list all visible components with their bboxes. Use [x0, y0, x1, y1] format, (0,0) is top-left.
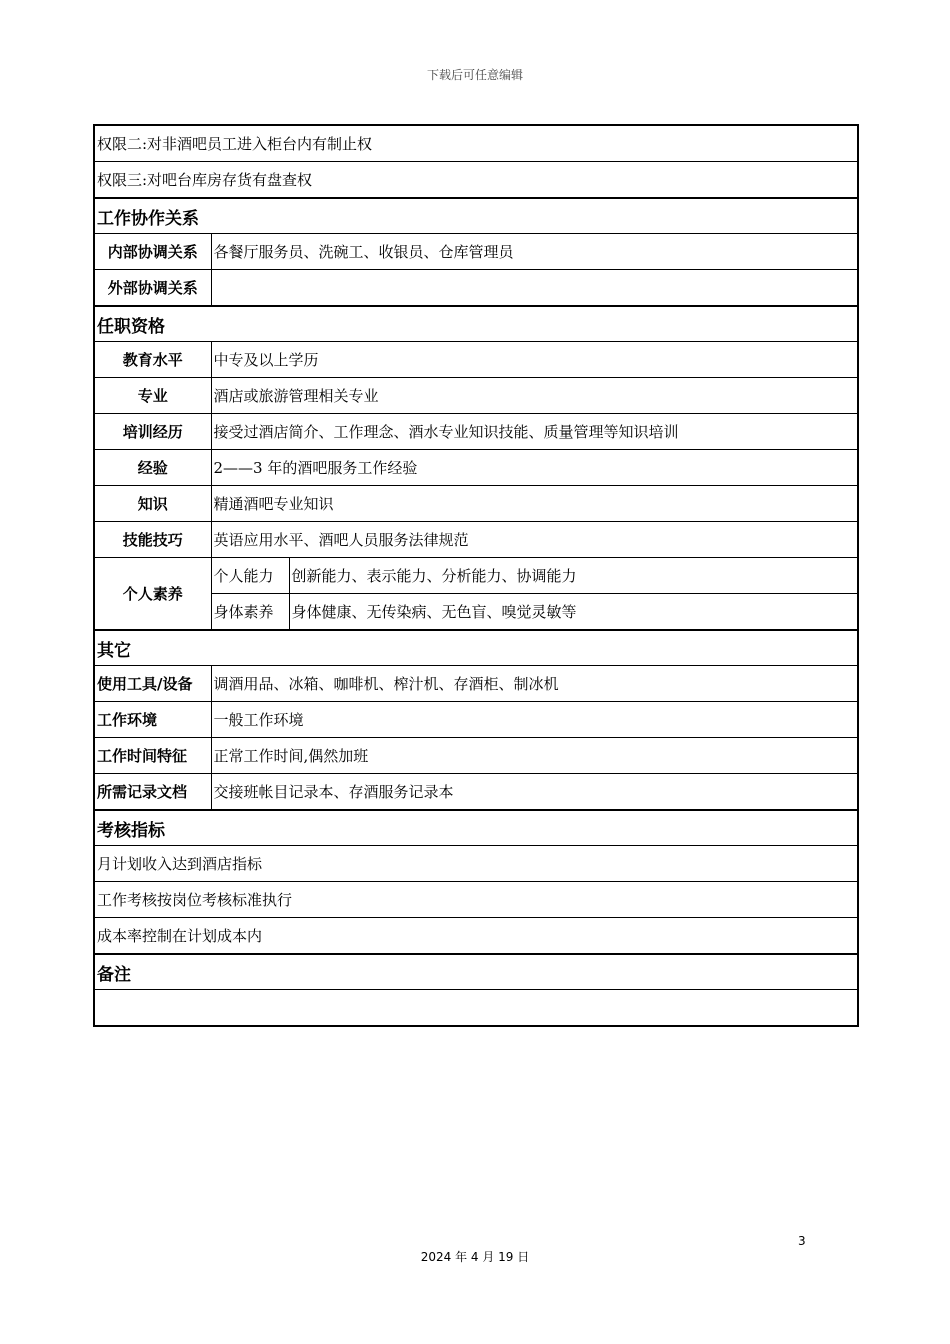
- education-value: 中专及以上学历: [211, 342, 858, 378]
- table-row: [94, 162, 858, 199]
- training-label: 培训经历: [94, 414, 211, 450]
- major-label: 专业: [94, 378, 211, 414]
- section-title-remarks: 备注: [94, 954, 858, 990]
- personal-label: 个人素养: [94, 558, 211, 631]
- table-row: [94, 918, 858, 955]
- table-row: [94, 486, 858, 522]
- job-description-table: [93, 124, 859, 1027]
- section-title-qualification: 任职资格: [94, 306, 858, 342]
- section-row: [94, 306, 858, 342]
- environment-value: 一般工作环境: [211, 702, 858, 738]
- table-row: [94, 270, 858, 307]
- experience-value: 2——3 年的酒吧服务工作经验: [211, 450, 858, 486]
- authority-2: 权限二:对非酒吧员工进入柜台内有制止权: [94, 125, 858, 162]
- external-value: [211, 270, 858, 307]
- environment-label: 工作环境: [94, 702, 211, 738]
- section-title-other: 其它: [94, 630, 858, 666]
- table-row: [94, 738, 858, 774]
- page-header: 下载后可任意编辑: [426, 68, 523, 82]
- section-row: [94, 630, 858, 666]
- work-time-value: 正常工作时间,偶然加班: [211, 738, 858, 774]
- table-row: [94, 702, 858, 738]
- table-row: [94, 378, 858, 414]
- major-value: 酒店或旅游管理相关专业: [211, 378, 858, 414]
- ability-value: 创新能力、表示能力、分析能力、协调能力: [289, 558, 858, 594]
- table-row: [94, 234, 858, 270]
- remarks-value: [94, 990, 858, 1027]
- records-label: 所需记录文档: [94, 774, 211, 811]
- skills-label: 技能技巧: [94, 522, 211, 558]
- table-row: [94, 882, 858, 918]
- physical-value: 身体健康、无传染病、无色盲、嗅觉灵敏等: [289, 594, 858, 631]
- ability-label: 个人能力: [211, 558, 289, 594]
- table-row: [94, 414, 858, 450]
- footer-date: 2024 年 4 月 19 日: [420, 1250, 530, 1264]
- training-value: 接受过酒店简介、工作理念、酒水专业知识技能、质量管理等知识培训: [211, 414, 858, 450]
- table-row: [94, 522, 858, 558]
- external-label: 外部协调关系: [94, 270, 211, 307]
- assessment-item: 工作考核按岗位考核标准执行: [94, 882, 858, 918]
- section-title-assessment: 考核指标: [94, 810, 858, 846]
- section-row: [94, 198, 858, 234]
- table-row: [94, 450, 858, 486]
- assessment-item: 月计划收入达到酒店指标: [94, 846, 858, 882]
- tools-label: 使用工具/设备: [94, 666, 211, 702]
- section-row: [94, 954, 858, 990]
- education-label: 教育水平: [94, 342, 211, 378]
- knowledge-value: 精通酒吧专业知识: [211, 486, 858, 522]
- table-row: [94, 125, 858, 162]
- skills-value: 英语应用水平、酒吧人员服务法律规范: [211, 522, 858, 558]
- authority-3: 权限三:对吧台库房存货有盘查权: [94, 162, 858, 199]
- internal-value: 各餐厅服务员、洗碗工、收银员、仓库管理员: [211, 234, 858, 270]
- records-value: 交接班帐目记录本、存酒服务记录本: [211, 774, 858, 811]
- work-time-label: 工作时间特征: [94, 738, 211, 774]
- knowledge-label: 知识: [94, 486, 211, 522]
- page-number: 3: [798, 1234, 806, 1248]
- section-title-collaboration: 工作协作关系: [94, 198, 858, 234]
- table-row: [94, 774, 858, 811]
- table-row: [94, 558, 858, 594]
- table-row: [94, 342, 858, 378]
- assessment-item: 成本率控制在计划成本内: [94, 918, 858, 955]
- internal-label: 内部协调关系: [94, 234, 211, 270]
- experience-label: 经验: [94, 450, 211, 486]
- table-row: [94, 990, 858, 1027]
- section-row: [94, 810, 858, 846]
- table-row: [94, 666, 858, 702]
- table-row: [94, 846, 858, 882]
- tools-value: 调酒用品、冰箱、咖啡机、榨汁机、存酒柜、制冰机: [211, 666, 858, 702]
- physical-label: 身体素养: [211, 594, 289, 631]
